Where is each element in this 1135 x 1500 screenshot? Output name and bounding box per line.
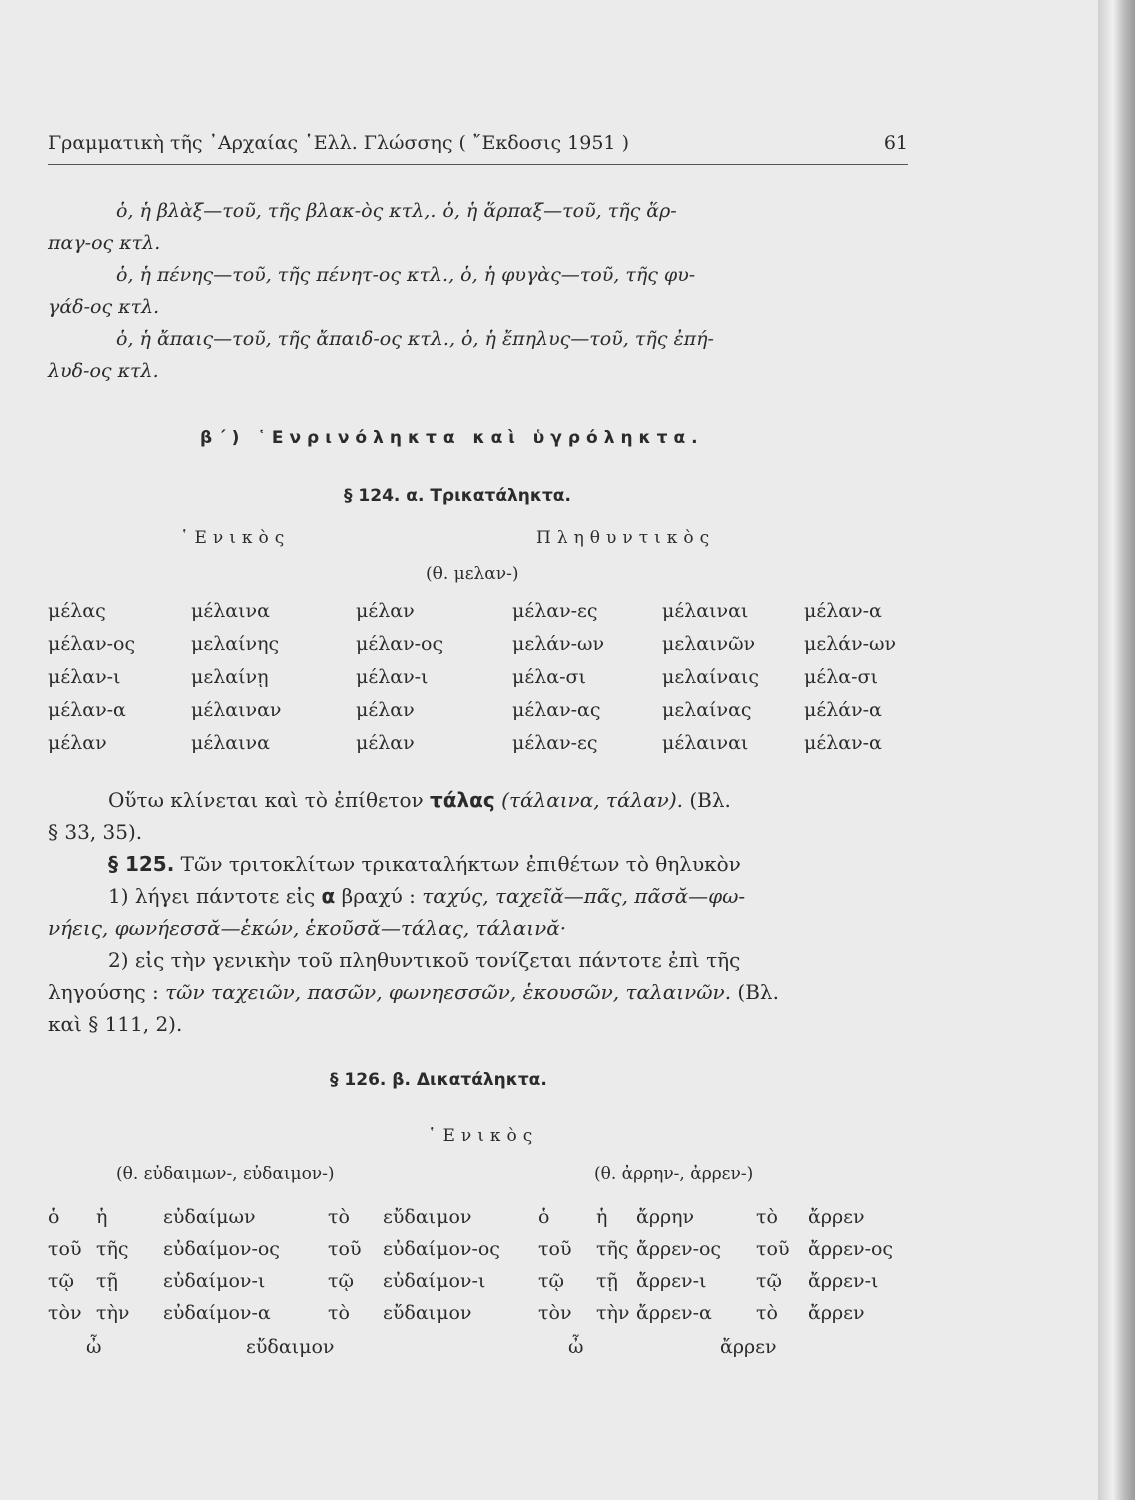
talas-paragraph-line bbox=[108, 788, 968, 812]
table-cell: ὦ bbox=[86, 1336, 102, 1358]
table-cell: μελαίνης bbox=[191, 633, 280, 655]
section-126-heading: § 126. β. Δικατάληκτα. bbox=[330, 1070, 547, 1090]
singular-label: ῾Ενικὸς bbox=[180, 528, 291, 548]
intro-line: γάδ-ος κτλ. bbox=[48, 296, 160, 318]
singular-label: ῾Ενικὸς bbox=[428, 1126, 539, 1146]
table-cell: τὴν bbox=[96, 1302, 130, 1324]
table-cell: τὸν bbox=[48, 1302, 82, 1324]
running-header bbox=[48, 132, 908, 154]
rule-2-ref: (Βλ. bbox=[737, 980, 779, 1004]
table-cell: μέλαν-ι bbox=[48, 666, 121, 688]
table-cell: ὦ bbox=[568, 1336, 584, 1358]
stem-label: (θ. μελαν-) bbox=[426, 564, 519, 584]
table-cell: τῷ bbox=[538, 1270, 565, 1292]
table-cell: τῷ bbox=[48, 1270, 75, 1292]
intro-line: ὁ, ἡ βλὰξ—τοῦ, τῆς βλακ-ὸς κτλ,. ὁ, ἡ ἅρπαξ—τοῦ, τῆς ἅρ- bbox=[116, 200, 677, 222]
table-cell: μέλαν-α bbox=[48, 699, 126, 721]
table-cell: μέλαν-ες bbox=[512, 600, 598, 622]
table-cell: εὐδαίμον-α bbox=[163, 1302, 271, 1324]
table-cell: τὸν bbox=[538, 1302, 572, 1324]
section-125-line: 2) εἰς τὴν γενικὴν τοῦ πληθυντικοῦ τονίζεται πάντοτε ἐπὶ τῆς bbox=[108, 948, 741, 972]
table-cell: ἄρρεν bbox=[808, 1206, 865, 1228]
table-cell: τὴν bbox=[596, 1302, 630, 1324]
rule-2-text: ληγούσης : bbox=[48, 980, 159, 1004]
table-cell: τοῦ bbox=[328, 1238, 362, 1260]
section-125-number: § 125. bbox=[108, 852, 175, 876]
table-cell: μέλαν-ας bbox=[512, 699, 601, 721]
table-cell: ἄρρεν-ι bbox=[636, 1270, 707, 1292]
section-124-heading: § 124. α. Τρικατάληκτα. bbox=[344, 486, 571, 506]
table-cell: τῇ bbox=[596, 1270, 618, 1292]
talas-ref: (Βλ. bbox=[689, 788, 731, 812]
section-125-line: καὶ § 111, 2). bbox=[48, 1012, 183, 1036]
table-cell: μελαινῶν bbox=[662, 633, 756, 655]
table-cell: μέλας bbox=[48, 600, 106, 622]
table-cell: μέλαν bbox=[356, 600, 415, 622]
table-cell: εὔδαιμον bbox=[383, 1206, 472, 1228]
table-cell: τῆς bbox=[96, 1238, 129, 1260]
table-cell: τὸ bbox=[756, 1302, 778, 1324]
table-cell: μέλαινα bbox=[191, 600, 270, 622]
intro-line: ὁ, ἡ πένης—τοῦ, τῆς πένητ-ος κτλ., ὁ, ἡ φυγὰς—τοῦ, τῆς φυ- bbox=[116, 264, 696, 286]
header-title: Γραμματικὴ τῆς ᾿Αρχαίας ῾Ελλ. Γλώσσης ( ῎Εκδοσις 1951 ) bbox=[48, 132, 629, 154]
stem-label-left: (θ. εὐδαιμων-, εὐδαιμον-) bbox=[116, 1164, 335, 1184]
alpha-letter: α bbox=[321, 884, 336, 908]
table-cell: εὔδαιμον bbox=[246, 1336, 335, 1358]
table-cell: μέλα-σι bbox=[804, 666, 878, 688]
header-rule bbox=[48, 164, 908, 165]
table-cell: μελάν-ων bbox=[804, 633, 897, 655]
table-cell: μέλαιναι bbox=[662, 600, 749, 622]
table-cell: τῇ bbox=[96, 1270, 118, 1292]
rule-1-examples: ταχύς, ταχεῖᾰ—πᾶς, πᾶσᾰ—φω- bbox=[422, 884, 746, 908]
table-cell: εὐδαίμον-ι bbox=[163, 1270, 266, 1292]
table-cell: μέλαν-α bbox=[804, 732, 882, 754]
section-heading: β΄) ῾Ενρινόληκτα καὶ ὑγρόληκτα. bbox=[200, 428, 704, 448]
table-cell: τοῦ bbox=[48, 1238, 82, 1260]
table-cell: τοῦ bbox=[756, 1238, 790, 1260]
section-125-line bbox=[48, 980, 908, 1004]
table-cell: μελαίνας bbox=[662, 699, 752, 721]
table-cell: εὔδαιμον bbox=[383, 1302, 472, 1324]
table-cell: ἄρρεν-ος bbox=[636, 1238, 722, 1260]
table-cell: ἄρρεν-ι bbox=[808, 1270, 879, 1292]
table-cell: τῆς bbox=[596, 1238, 629, 1260]
rule-1-text: 1) λήγει πάντοτε εἰς bbox=[108, 884, 316, 908]
table-cell: μέλα-σι bbox=[512, 666, 586, 688]
table-cell: τοῦ bbox=[538, 1238, 572, 1260]
table-cell: μέλαιναι bbox=[662, 732, 749, 754]
intro-line: ὁ, ἡ ἄπαις—τοῦ, τῆς ἄπαιδ-ος κτλ., ὁ, ἡ ἔπηλυς—τοῦ, τῆς ἐπή- bbox=[116, 328, 714, 350]
page-edge bbox=[1098, 0, 1135, 1500]
table-cell: τῷ bbox=[756, 1270, 783, 1292]
table-cell: τὸ bbox=[756, 1206, 778, 1228]
table-cell: μέλαν bbox=[356, 732, 415, 754]
section-125-line: νήεις, φωνήεσσᾰ—ἑκών, ἑκοῦσᾰ—τάλας, τάλαινᾰ· bbox=[48, 916, 567, 940]
stem-label-right: (θ. ἀρρην-, ἀρρεν-) bbox=[594, 1164, 754, 1184]
table-cell: μελαίναις bbox=[662, 666, 759, 688]
section-125-line bbox=[108, 852, 968, 876]
table-cell: ἄρρεν-ος bbox=[808, 1238, 894, 1260]
table-cell: ὁ bbox=[538, 1206, 550, 1228]
table-cell: τῷ bbox=[328, 1270, 355, 1292]
table-cell: μέλαν bbox=[48, 732, 107, 754]
table-cell: ἄρρεν bbox=[720, 1336, 777, 1358]
talas-forms: (τάλαινα, τάλαν). bbox=[501, 788, 683, 812]
table-cell: ὁ bbox=[48, 1206, 60, 1228]
table-cell: τὸ bbox=[328, 1302, 350, 1324]
table-cell: ἄρρεν bbox=[808, 1302, 865, 1324]
talas-word: τάλας bbox=[430, 788, 495, 812]
section-125-text: Τῶν τριτοκλίτων τρικαταλήκτων ἐπιθέτων τὸ θηλυκὸν bbox=[180, 852, 741, 876]
table-cell: εὐδαίμον-ος bbox=[383, 1238, 500, 1260]
rule-2-examples: τῶν ταχειῶν, πασῶν, φωνηεσσῶν, ἑκουσῶν, ταλαινῶν. bbox=[165, 980, 732, 1004]
table-cell: μέλαν-ι bbox=[356, 666, 429, 688]
table-cell: μέλαν-ος bbox=[356, 633, 444, 655]
talas-text: Οὕτω κλίνεται καὶ τὸ ἐπίθετον bbox=[108, 788, 424, 812]
table-cell: εὐδαίμον-ι bbox=[383, 1270, 486, 1292]
table-cell: μέλαν-α bbox=[804, 600, 882, 622]
table-cell: ἄρρην bbox=[636, 1206, 695, 1228]
table-cell: μέλαν-ες bbox=[512, 732, 598, 754]
table-cell: μελαίνῃ bbox=[191, 666, 269, 688]
table-cell: μέλάν-α bbox=[804, 699, 882, 721]
table-cell: μέλαν bbox=[356, 699, 415, 721]
table-cell: ἡ bbox=[96, 1206, 108, 1228]
table-cell: μέλαν-ος bbox=[48, 633, 136, 655]
table-cell: ἡ bbox=[596, 1206, 608, 1228]
table-cell: μελάν-ων bbox=[512, 633, 605, 655]
page-number: 61 bbox=[883, 132, 908, 154]
intro-line: λυδ-ος κτλ. bbox=[48, 360, 159, 382]
table-cell: μέλαινα bbox=[191, 732, 270, 754]
rule-1-text: βραχύ : bbox=[341, 884, 416, 908]
table-cell: εὐδαίμον-ος bbox=[163, 1238, 280, 1260]
table-cell: τὸ bbox=[328, 1206, 350, 1228]
table-cell: ἄρρεν-α bbox=[636, 1302, 712, 1324]
table-cell: εὐδαίμων bbox=[163, 1206, 256, 1228]
intro-line: παγ-ος κτλ. bbox=[48, 232, 161, 254]
section-125-line bbox=[108, 884, 968, 908]
plural-label: Πληθυντικὸς bbox=[536, 528, 716, 548]
table-cell: μέλαιναν bbox=[191, 699, 282, 721]
talas-paragraph-line: § 33, 35). bbox=[48, 820, 143, 844]
